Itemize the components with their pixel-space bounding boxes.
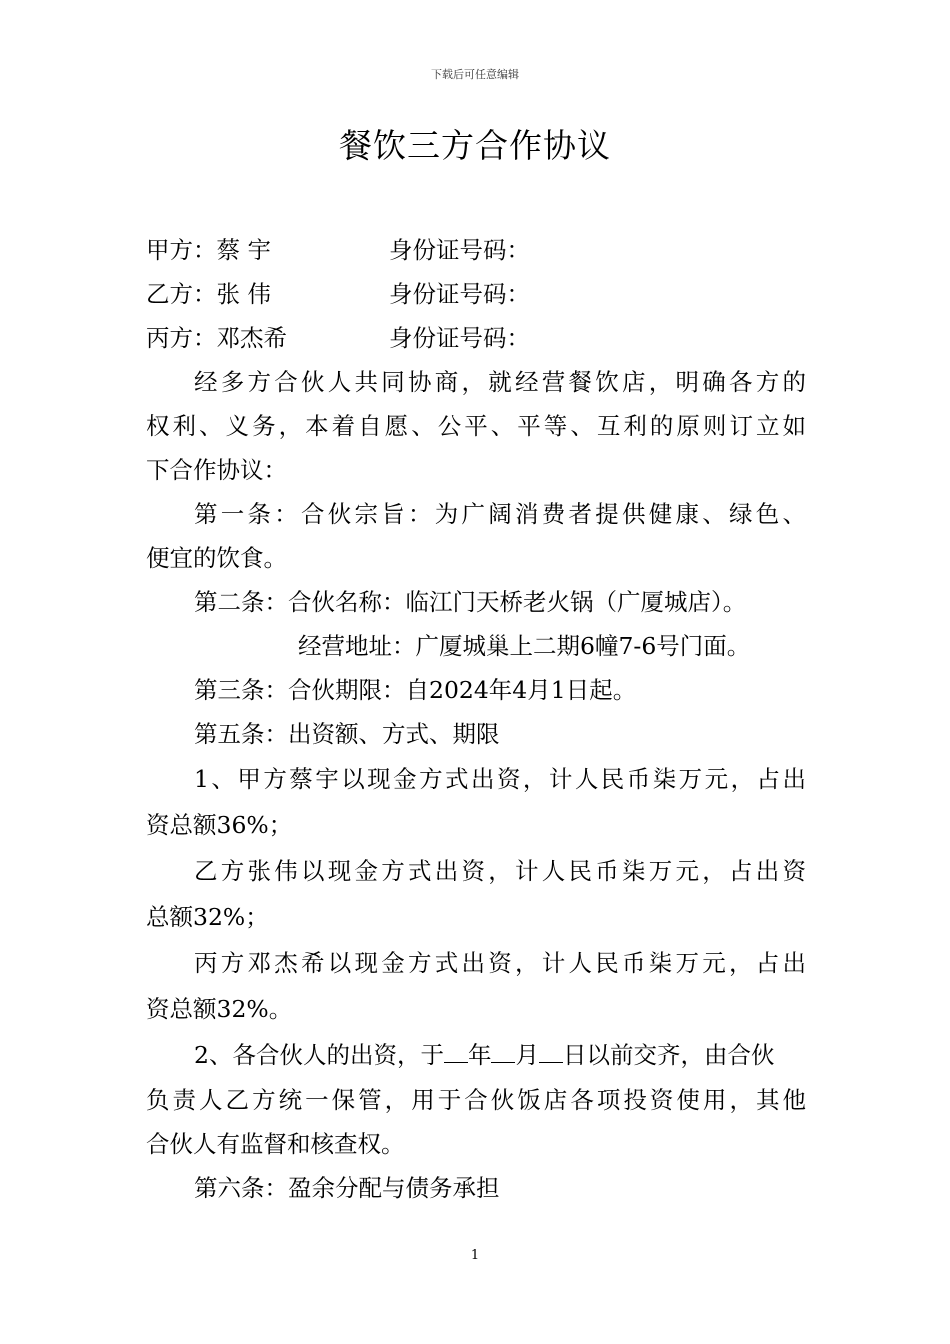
page-number: 1 (470, 1248, 480, 1263)
header-note: 下载后可任意编辑 (431, 68, 519, 81)
party-a-id-label: 身份证号码： (389, 236, 530, 264)
party-b-name: 乙方：张 伟 (146, 280, 271, 308)
article-5-item-1-line-1: 1、甲方蔡宇以现金方式出资，计人民币柒万元，占出 (194, 765, 806, 793)
document-body (146, 228, 806, 1210)
blank-day (539, 1040, 563, 1063)
clause-2-month: 月 (515, 1041, 539, 1069)
article-5-clause-2-line-3: 合伙人有监督和核查权。 (146, 1130, 405, 1158)
article-3: 第三条：合伙期限：自2024年4月1日起。 (194, 676, 637, 704)
article-5-item-1-line-2: 资总额36%； (146, 811, 293, 839)
blank-year (444, 1040, 468, 1063)
article-5-clause-2-line-1 (146, 1032, 806, 1078)
party-row-c (146, 316, 806, 360)
intro-line-2: 权利、义务，本着自愿、公平、平等、互利的原则订立如 (146, 412, 806, 440)
article-5-clause-2-line-2: 负责人乙方统一保管，用于合伙饭店各项投资使用，其他 (146, 1086, 806, 1114)
party-b-id-label: 身份证号码： (389, 280, 530, 308)
clause-2-prefix: 2、各合伙人的出资，于 (194, 1041, 444, 1069)
article-5-item-3-line-2: 资总额32%。 (146, 995, 293, 1023)
article-2-line-1: 第二条：合伙名称：临江门天桥老火锅（广厦城店）。 (194, 588, 747, 616)
article-2-address: 经营地址：广厦城巢上二期6幢7-6号门面。 (298, 632, 751, 660)
clause-2-day-suffix: 日以前交齐，由合伙 (562, 1041, 775, 1069)
clause-2-year: 年 (467, 1041, 492, 1069)
article-1-line-2: 便宜的饮食。 (146, 544, 287, 572)
article-5-item-2-line-1: 乙方张伟以现金方式出资，计人民币柒万元，占出资 (194, 857, 806, 885)
party-row-a (146, 228, 806, 272)
blank-month (491, 1040, 515, 1063)
article-5-heading: 第五条：出资额、方式、期限 (194, 720, 500, 748)
article-6-heading: 第六条：盈余分配与债务承担 (194, 1174, 500, 1202)
party-c-name: 丙方：邓杰希 (146, 324, 287, 352)
intro-line-1: 经多方合伙人共同协商，就经营餐饮店，明确各方的 (194, 368, 806, 396)
party-row-b (146, 272, 806, 316)
party-a-name: 甲方：蔡 宇 (146, 236, 271, 264)
article-5-item-3-line-1: 丙方邓杰希以现金方式出资，计人民币柒万元，占出 (194, 949, 806, 977)
document-title: 餐饮三方合作协议 (339, 126, 611, 165)
intro-line-3: 下合作协议： (146, 456, 287, 484)
article-5-item-2-line-2: 总额32%； (146, 903, 269, 931)
article-1-line-1: 第一条：合伙宗旨：为广阔消费者提供健康、绿色、 (194, 500, 806, 528)
party-c-id-label: 身份证号码： (389, 324, 530, 352)
